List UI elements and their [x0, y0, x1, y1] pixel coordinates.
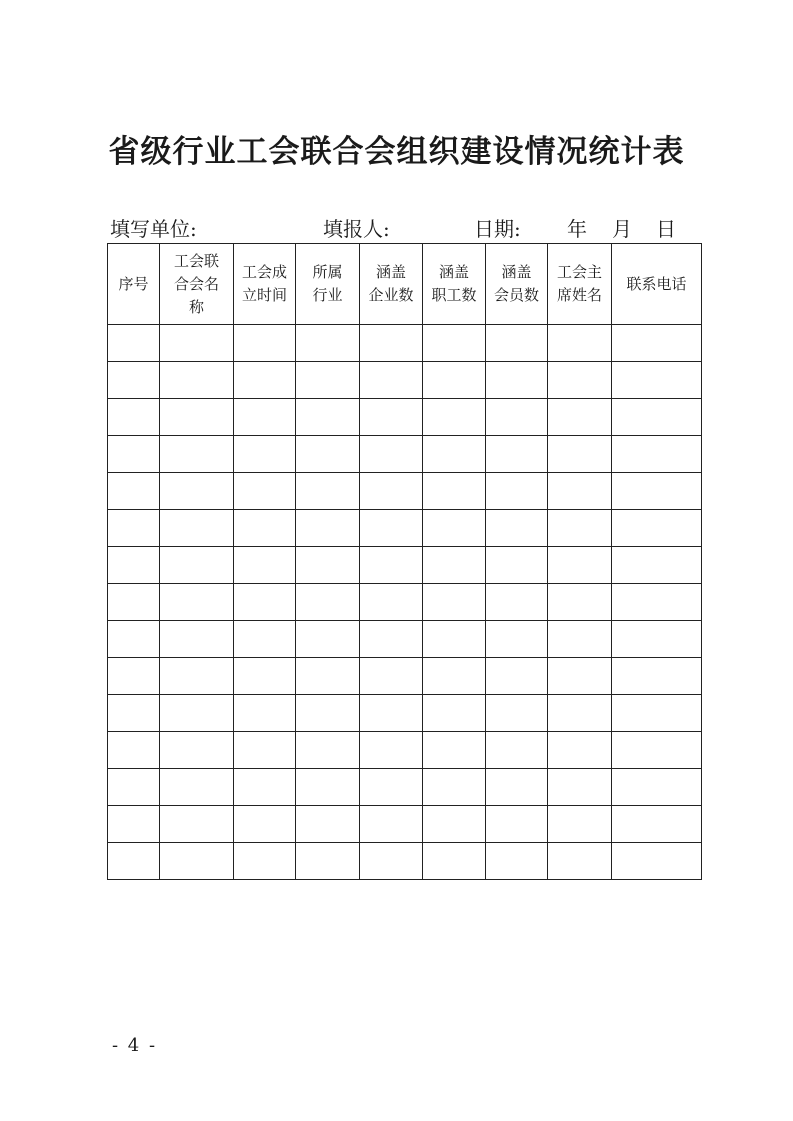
table-cell[interactable]	[360, 436, 423, 473]
table-cell[interactable]	[548, 584, 612, 621]
table-cell[interactable]	[108, 732, 160, 769]
month-label: 月	[612, 217, 632, 241]
table-cell[interactable]	[486, 621, 548, 658]
day-label: 日	[656, 217, 676, 241]
table-row	[108, 695, 702, 732]
table-cell[interactable]	[360, 621, 423, 658]
table-row	[108, 473, 702, 510]
table-body	[108, 325, 702, 880]
table-cell[interactable]	[234, 362, 296, 399]
table-cell[interactable]	[423, 399, 486, 436]
table-cell[interactable]	[360, 399, 423, 436]
table-cell[interactable]	[296, 843, 360, 880]
table-cell[interactable]	[234, 584, 296, 621]
table-cell[interactable]	[548, 695, 612, 732]
table-cell[interactable]	[486, 695, 548, 732]
table-cell[interactable]	[423, 769, 486, 806]
table-cell[interactable]	[108, 584, 160, 621]
table-cell[interactable]	[486, 769, 548, 806]
table-cell[interactable]	[612, 695, 702, 732]
table-cell[interactable]	[234, 436, 296, 473]
table-cell[interactable]	[108, 362, 160, 399]
filler-label: 填报人:	[323, 217, 390, 241]
table-cell[interactable]	[486, 547, 548, 584]
table-cell[interactable]	[108, 806, 160, 843]
column-header-chairman-name: 工会主 席姓名	[548, 244, 612, 325]
column-header-serial-number: 序号	[108, 244, 160, 325]
table-cell[interactable]	[296, 399, 360, 436]
table-cell[interactable]	[612, 436, 702, 473]
table-cell[interactable]	[360, 362, 423, 399]
table-cell[interactable]	[423, 325, 486, 362]
table-row	[108, 621, 702, 658]
table-cell[interactable]	[234, 325, 296, 362]
table-cell[interactable]	[108, 843, 160, 880]
table-cell[interactable]	[423, 510, 486, 547]
column-header-federation-name: 工会联 合会名 称	[160, 244, 234, 325]
column-header-enterprise-count: 涵盖 企业数	[360, 244, 423, 325]
statistics-table	[107, 243, 702, 880]
fill-unit-label: 填写单位:	[110, 217, 197, 241]
table-cell[interactable]	[548, 806, 612, 843]
page-title: 省级行业工会联合会组织建设情况统计表	[108, 134, 685, 170]
table-cell[interactable]	[486, 584, 548, 621]
table-cell[interactable]	[612, 732, 702, 769]
table-row	[108, 769, 702, 806]
table-cell[interactable]	[423, 621, 486, 658]
table-cell[interactable]	[160, 362, 234, 399]
table-cell[interactable]	[296, 584, 360, 621]
table-cell[interactable]	[234, 547, 296, 584]
table-cell[interactable]	[108, 473, 160, 510]
table-cell[interactable]	[108, 399, 160, 436]
table-cell[interactable]	[612, 473, 702, 510]
table-cell[interactable]	[160, 843, 234, 880]
table-cell[interactable]	[296, 732, 360, 769]
table-cell[interactable]	[234, 806, 296, 843]
table-cell[interactable]	[612, 769, 702, 806]
table-cell[interactable]	[360, 658, 423, 695]
table-cell[interactable]	[548, 362, 612, 399]
table-cell[interactable]	[360, 473, 423, 510]
table-header-row	[108, 244, 702, 325]
table-cell[interactable]	[234, 510, 296, 547]
column-header-founding-date: 工会成 立时间	[234, 244, 296, 325]
table-row	[108, 325, 702, 362]
table-cell[interactable]	[486, 473, 548, 510]
table-cell[interactable]	[296, 325, 360, 362]
table-cell[interactable]	[160, 732, 234, 769]
table-cell[interactable]	[296, 473, 360, 510]
table-cell[interactable]	[548, 436, 612, 473]
table-cell[interactable]	[486, 732, 548, 769]
table-cell[interactable]	[234, 695, 296, 732]
table-cell[interactable]	[360, 769, 423, 806]
table-cell[interactable]	[612, 658, 702, 695]
table-cell[interactable]	[423, 658, 486, 695]
table-row	[108, 547, 702, 584]
table-cell[interactable]	[108, 436, 160, 473]
table-cell[interactable]	[423, 473, 486, 510]
table-cell[interactable]	[612, 325, 702, 362]
table-row	[108, 732, 702, 769]
table-cell[interactable]	[108, 769, 160, 806]
table-row	[108, 399, 702, 436]
table-cell[interactable]	[108, 325, 160, 362]
table-cell[interactable]	[160, 584, 234, 621]
table-cell[interactable]	[548, 473, 612, 510]
column-header-industry: 所属 行业	[296, 244, 360, 325]
table-cell[interactable]	[548, 547, 612, 584]
table-cell[interactable]	[423, 732, 486, 769]
table-cell[interactable]	[234, 473, 296, 510]
column-header-contact-phone: 联系电话	[612, 244, 702, 325]
column-header-employee-count: 涵盖 职工数	[423, 244, 486, 325]
table-cell[interactable]	[234, 399, 296, 436]
table-cell[interactable]	[296, 695, 360, 732]
table-cell[interactable]	[612, 584, 702, 621]
table-cell[interactable]	[108, 510, 160, 547]
table-cell[interactable]	[548, 732, 612, 769]
table-cell[interactable]	[486, 510, 548, 547]
table-cell[interactable]	[423, 843, 486, 880]
table-cell[interactable]	[160, 399, 234, 436]
table-cell[interactable]	[160, 621, 234, 658]
table-row	[108, 436, 702, 473]
table-cell[interactable]	[612, 547, 702, 584]
table-cell[interactable]	[548, 510, 612, 547]
table-cell[interactable]	[160, 547, 234, 584]
table-cell[interactable]	[612, 806, 702, 843]
table-cell[interactable]	[296, 510, 360, 547]
table-cell[interactable]	[486, 436, 548, 473]
table-cell[interactable]	[612, 843, 702, 880]
table-cell[interactable]	[160, 806, 234, 843]
table-cell[interactable]	[423, 695, 486, 732]
table-row	[108, 510, 702, 547]
table-cell[interactable]	[360, 325, 423, 362]
table-cell[interactable]	[234, 769, 296, 806]
table-cell[interactable]	[486, 806, 548, 843]
table-row	[108, 806, 702, 843]
table-cell[interactable]	[108, 547, 160, 584]
table-cell[interactable]	[296, 547, 360, 584]
table-cell[interactable]	[423, 806, 486, 843]
table-cell[interactable]	[548, 658, 612, 695]
table-cell[interactable]	[108, 658, 160, 695]
table-cell[interactable]	[360, 843, 423, 880]
table-row	[108, 658, 702, 695]
page-number: - 4 -	[112, 1035, 158, 1056]
table-cell[interactable]	[360, 510, 423, 547]
table-cell[interactable]	[360, 695, 423, 732]
table-cell[interactable]	[234, 732, 296, 769]
table-cell[interactable]	[548, 399, 612, 436]
table-cell[interactable]	[160, 325, 234, 362]
table-cell[interactable]	[160, 769, 234, 806]
date-label: 日期:	[474, 217, 521, 241]
table-cell[interactable]	[296, 621, 360, 658]
table-cell[interactable]	[296, 362, 360, 399]
table-cell[interactable]	[108, 621, 160, 658]
table-cell[interactable]	[234, 658, 296, 695]
table-row	[108, 584, 702, 621]
table-cell[interactable]	[360, 547, 423, 584]
table-cell[interactable]	[612, 399, 702, 436]
table-cell[interactable]	[360, 806, 423, 843]
table-cell[interactable]	[612, 510, 702, 547]
table-cell[interactable]	[486, 843, 548, 880]
table-row	[108, 362, 702, 399]
table-cell[interactable]	[548, 843, 612, 880]
table-cell[interactable]	[360, 584, 423, 621]
table-cell[interactable]	[423, 547, 486, 584]
table-cell[interactable]	[612, 362, 702, 399]
table-cell[interactable]	[548, 325, 612, 362]
table-cell[interactable]	[296, 658, 360, 695]
table-cell[interactable]	[160, 695, 234, 732]
table-cell[interactable]	[486, 362, 548, 399]
table-cell[interactable]	[423, 436, 486, 473]
table-cell[interactable]	[486, 658, 548, 695]
table-cell[interactable]	[548, 769, 612, 806]
table-cell[interactable]	[423, 584, 486, 621]
table-cell[interactable]	[423, 362, 486, 399]
table-cell[interactable]	[296, 436, 360, 473]
table-cell[interactable]	[360, 732, 423, 769]
year-label: 年	[567, 217, 587, 241]
table-cell[interactable]	[160, 658, 234, 695]
table-cell[interactable]	[160, 473, 234, 510]
table-cell[interactable]	[486, 325, 548, 362]
table-cell[interactable]	[296, 769, 360, 806]
table-cell[interactable]	[296, 806, 360, 843]
table-cell[interactable]	[612, 621, 702, 658]
table-cell[interactable]	[160, 510, 234, 547]
table-cell[interactable]	[548, 621, 612, 658]
column-header-member-count: 涵盖 会员数	[486, 244, 548, 325]
table-cell[interactable]	[486, 399, 548, 436]
table-row	[108, 843, 702, 880]
table-cell[interactable]	[160, 436, 234, 473]
table-cell[interactable]	[234, 621, 296, 658]
table-cell[interactable]	[108, 695, 160, 732]
table-cell[interactable]	[234, 843, 296, 880]
